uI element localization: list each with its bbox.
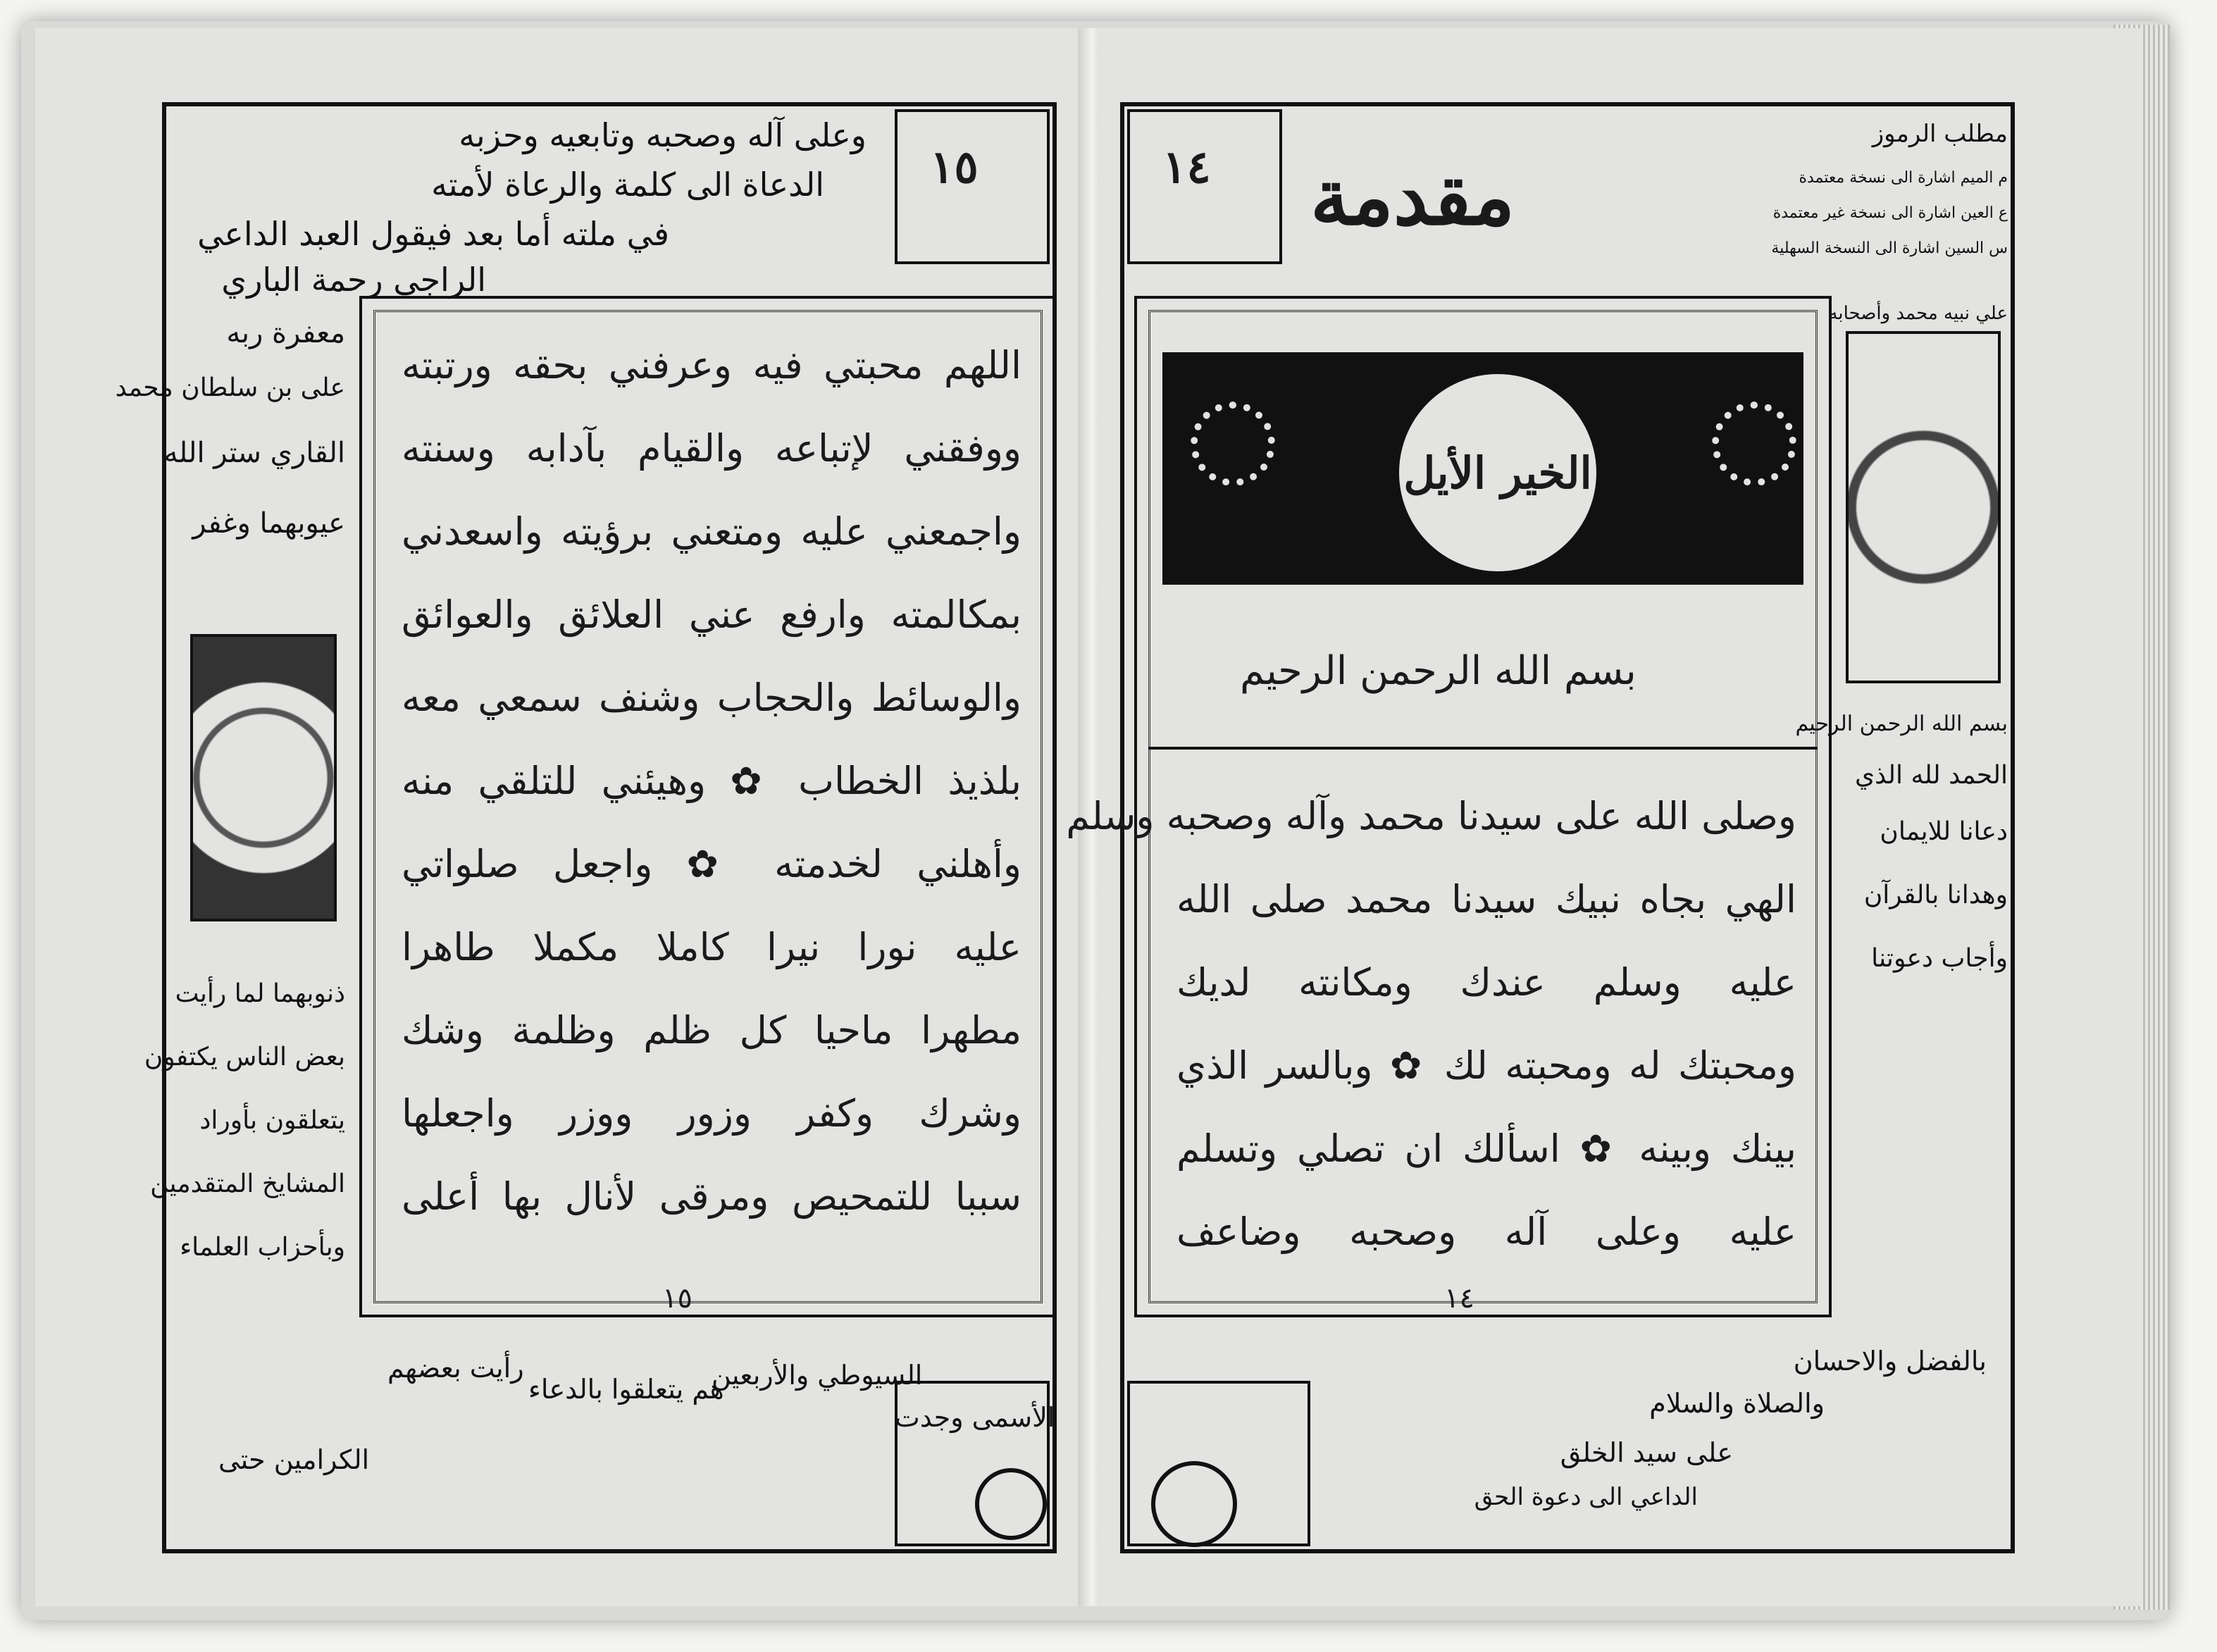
right-page-number: ١٤ xyxy=(1162,141,1211,194)
diamond-ornament xyxy=(190,634,337,921)
key-heading: مطلب الرموز xyxy=(1872,120,2008,148)
margin-line: بعض الناس يكتفون xyxy=(144,1043,345,1072)
right-medallion xyxy=(1846,331,2001,683)
left-text-block xyxy=(402,324,1021,1238)
margin-line: الدعاة الى كلمة والرعاة لأمته xyxy=(431,166,824,204)
key-line: س السين اشارة الى النسخة السهلية xyxy=(1771,240,2008,257)
bismillah: بسم الله الرحمن الرحيم xyxy=(1240,648,1637,694)
margin-line: القاري ستر الله xyxy=(163,437,345,469)
margin-line: رأيت بعضهم xyxy=(387,1353,524,1384)
text-line: عليه نورا نيرا كاملا مكملا طاهرا xyxy=(402,925,1021,969)
left-corner-bottom xyxy=(895,1381,1050,1546)
margin-line: وهدانا بالقرآن xyxy=(1863,881,2008,909)
margin-line: وعلى آله وصحبه وتابعيه وحزبه xyxy=(459,116,867,154)
corner-seal xyxy=(1151,1461,1237,1547)
text-line: واجمعني عليه ومتعني برؤيته واسعدني xyxy=(402,509,1021,554)
text-line: بمكالمته وارفع عني العلائق والعوائق xyxy=(402,592,1021,637)
key-line: ع العين اشارة الى نسخة غير معتمدة xyxy=(1772,204,2008,222)
margin-line: يتعلقون بأوراد xyxy=(199,1106,345,1135)
margin-line: السيوطي والأربعين xyxy=(712,1360,923,1391)
left-footer-number: ١٥ xyxy=(662,1282,693,1315)
bismillah-rule xyxy=(1148,747,1818,750)
text-line: اللهم محبتي فيه وعرفني بحقه ورتبته xyxy=(402,343,1021,387)
margin-line: الأسمى وجدت xyxy=(895,1402,1055,1433)
margin-line: ذنوبهما لما رأيت xyxy=(175,979,345,1008)
text-line: الهي بجاه نبيك سيدنا محمد صلى الله xyxy=(1176,877,1796,921)
title-cartouche xyxy=(1162,352,1803,585)
cartouche-seal xyxy=(1395,370,1601,576)
left-header-margin xyxy=(176,116,881,299)
right-page xyxy=(1066,28,2142,1606)
text-line: عليه وعلى آله وصحبه وضاعف xyxy=(1176,1210,1796,1254)
right-side-margin xyxy=(1771,120,2008,1381)
right-bottom-margin xyxy=(1310,1331,2001,1543)
page-title: مقدمة xyxy=(1310,151,1515,242)
flower-icon xyxy=(1712,402,1796,486)
text-line: وشرك وكفر وزور ووزر واجعلها xyxy=(402,1091,1021,1136)
margin-line: والصلاة والسلام xyxy=(1649,1388,1825,1419)
margin-line: الداعي الى دعوة الحق xyxy=(1474,1483,1698,1511)
margin-line: وأجاب دعوتنا xyxy=(1871,944,2008,973)
text-line: ومحبتك له ومحبته لك ✿ وبالسر الذي xyxy=(1176,1043,1796,1088)
key-line: م الميم اشارة الى نسخة معتمدة xyxy=(1799,169,2008,187)
margin-line: هم يتعلقوا بالدعاء xyxy=(528,1374,724,1405)
margin-line: الحمد لله الذي xyxy=(1854,761,2008,790)
text-line: بلذيذ الخطاب ✿ وهيئني للتلقي منه xyxy=(402,759,1021,803)
margin-line: الكرامين حتى xyxy=(218,1444,370,1475)
text-line: عليه وسلم عندك ومكانته لديك xyxy=(1176,960,1796,1005)
margin-line: المشايخ المتقدمين xyxy=(150,1169,345,1198)
margin-line: في ملته أما بعد فيقول العبد الداعي xyxy=(197,215,669,253)
text-line: وأهلني لخدمته ✿ واجعل صلواتي xyxy=(402,842,1021,886)
margin-line: الراجي رحمة الباري xyxy=(221,261,486,299)
left-medallion xyxy=(176,592,345,958)
right-footer-number: ١٤ xyxy=(1444,1282,1474,1315)
margin-line: دعانا للايمان xyxy=(1880,817,2008,846)
flower-icon xyxy=(1191,402,1275,486)
left-page-number: ١٥ xyxy=(930,141,979,194)
text-line: سببا للتمحيص ومرقى لأنال بها أعلى xyxy=(402,1174,1021,1219)
left-page xyxy=(35,28,1085,1606)
text-line: مطهرا ماحيا كل ظلم وظلمة وشك xyxy=(402,1008,1021,1052)
margin-line: على بن سلطان محمد xyxy=(115,373,345,402)
left-side-margin xyxy=(115,296,352,1324)
text-line: بينك وبينه ✿ اسألك ان تصلي وتسلم xyxy=(1176,1126,1796,1171)
margin-line: معفرة ربه xyxy=(226,317,345,349)
key-note: علي نبيه محمد وأصحابه xyxy=(1828,303,2008,324)
margin-line: عيوبهما وغفر xyxy=(192,507,345,540)
text-line: والوسائط والحجاب وشنف سمعي معه xyxy=(402,676,1021,720)
right-text-block xyxy=(1066,775,1796,1274)
corner-seal xyxy=(975,1468,1047,1540)
margin-line: على سيد الخلق xyxy=(1560,1437,1733,1468)
margin-line: بالفضل والاحسان xyxy=(1793,1346,1987,1377)
margin-line: بسم الله الرحمن الرحيم xyxy=(1795,712,2008,736)
text-line: وصلى الله على سيدنا محمد وآله وصحبه وسلم xyxy=(1066,794,1796,838)
right-corner-bottom xyxy=(1127,1381,1310,1546)
cartouche-text: الخير الأيل xyxy=(1403,447,1592,499)
margin-line: وبأحزاب العلماء xyxy=(180,1233,345,1262)
text-line: ووفقني لإتباعه والقيام بآدابه وسنته xyxy=(402,426,1021,471)
